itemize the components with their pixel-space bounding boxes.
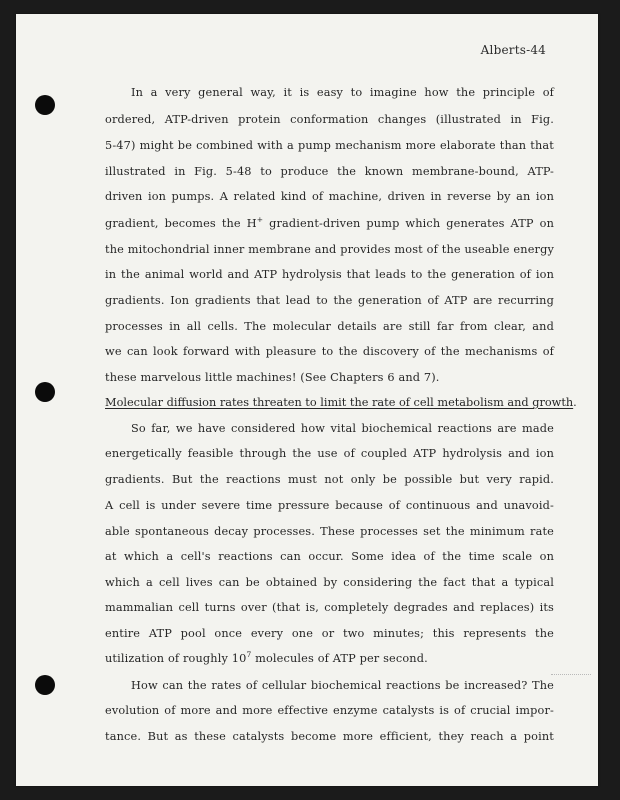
text-line: these marvelous little machines! (See Chapters 6 and 7). <box>105 371 440 384</box>
section-heading-text: Molecular diffusion rates threaten to limit the rate of cell metabolism and growth <box>105 396 574 409</box>
text-line: able spontaneous decay processes. These processes set the minimum rate <box>105 525 554 538</box>
text-line: energetically feasible through the use of coupled ATP hydrolysis and ion <box>105 447 554 460</box>
text-line: 5-47) might be combined with a pump mechanism more elaborate than that <box>105 139 554 152</box>
text-line: gradients. But the reactions must not only be possible but very rapid. <box>105 473 554 486</box>
text-line: So far, we have considered how vital biochemical reactions are made <box>131 422 554 435</box>
text-line: we can look forward with pleasure to the discovery of the mechanisms of <box>105 345 554 358</box>
punch-hole-top <box>35 95 55 115</box>
text-line: gradients. Ion gradients that lead to the generation of ATP are recurring <box>105 294 554 307</box>
text-line: ordered, ATP-driven protein conformation changes (illustrated in Fig. <box>105 113 554 126</box>
text-line <box>105 652 554 666</box>
text-line: evolution of more and more effective enzyme catalysts is of crucial impor- <box>105 704 554 717</box>
text-segment: gradient, becomes the H <box>105 217 257 230</box>
document-page <box>16 14 598 786</box>
text-line: How can the rates of cellular biochemical reactions be increased? The <box>131 679 554 692</box>
text-segment: gradient-driven pump which generates ATP on <box>263 217 554 230</box>
text-line: driven ion pumps. A related kind of machine, driven in reverse by an ion <box>105 190 554 203</box>
text-line <box>105 217 554 231</box>
text-line: A cell is under severe time pressure because of continuous and unavoid- <box>105 499 554 512</box>
text-line: in the animal world and ATP hydrolysis that leads to the generation of ion <box>105 268 554 281</box>
text-line: which a cell lives can be obtained by considering the fact that a typical <box>105 576 554 589</box>
text-line: tance. But as these catalysts become more efficient, they reach a point <box>105 730 554 743</box>
punch-hole-middle <box>35 382 55 402</box>
section-heading-period: . <box>573 396 577 409</box>
margin-mark <box>551 674 591 677</box>
text-line: at which a cell's reactions can occur. Some idea of the time scale on <box>105 550 554 563</box>
text-segment: molecules of ATP per second. <box>251 652 428 665</box>
text-segment: utilization of roughly 10 <box>105 652 247 665</box>
punch-hole-bottom <box>35 675 55 695</box>
text-line: In a very general way, it is easy to imagine how the principle of <box>131 86 554 99</box>
text-line: processes in all cells. The molecular details are still far from clear, and <box>105 320 554 333</box>
text-line: the mitochondrial inner membrane and provides most of the useable energy <box>105 243 554 256</box>
section-heading <box>105 396 577 410</box>
superscript: + <box>256 215 264 224</box>
superscript: 7 <box>246 650 252 659</box>
page-number-label: Alberts-44 <box>480 43 546 57</box>
text-line: mammalian cell turns over (that is, completely degrades and replaces) its <box>105 601 554 614</box>
text-line: illustrated in Fig. 5-48 to produce the known membrane-bound, ATP- <box>105 165 554 178</box>
text-line: entire ATP pool once every one or two minutes; this represents the <box>105 627 554 640</box>
